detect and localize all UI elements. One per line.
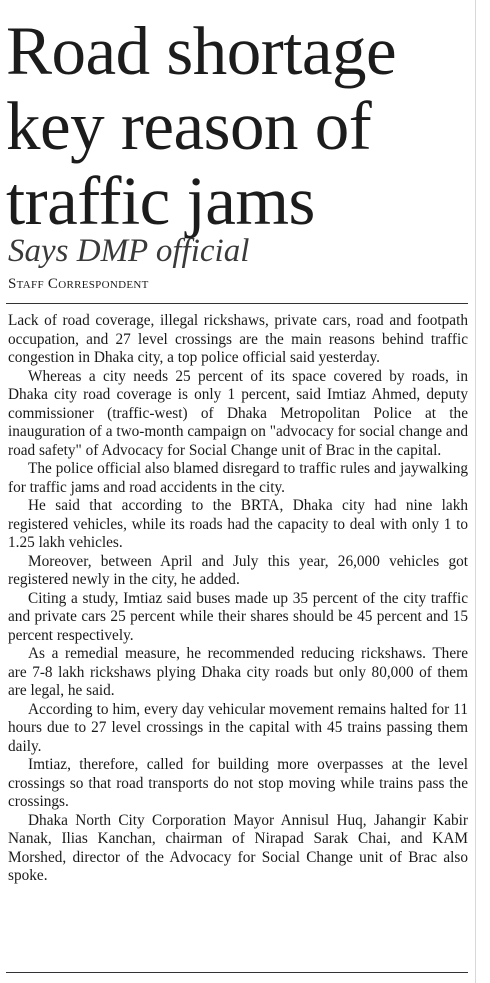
paragraph: Moreover, between April and July this year, 26,000 vehicles got registered newly in the city, he added. xyxy=(8,552,468,588)
paragraph: The police official also blamed disregard to traffic rules and jaywalking for traffic jams and road accidents in the city. xyxy=(8,460,468,496)
paragraph: He said that according to the BRTA, Dhaka city had nine lakh registered vehicles, while its roads had the capacity to deal with only 1 to 1.25 lakh vehicles. xyxy=(8,497,468,551)
paragraph: As a remedial measure, he recommended reducing rickshaws. There are 7-8 lakh rickshaws plying Dhaka city roads but only 80,000 of them are legal, he said. xyxy=(8,645,468,699)
byline: Staff Correspondent xyxy=(8,276,149,292)
paragraph: Citing a study, Imtiaz said buses made up 35 percent of the city traffic and private cars 25 percent while their shares should be 45 percent and 15 percent respectively. xyxy=(8,589,468,644)
paragraph: Dhaka North City Corporation Mayor Annisul Huq, Jahangir Kabir Nanak, Ilias Kanchan, chairman of Nirapad Sarak Chai, and KAM Morshed, director of the Advocacy for Social Change unit of Brac also spoke. xyxy=(8,811,468,884)
adjacent-column-edge xyxy=(475,0,490,983)
paragraph: According to him, every day vehicular movement remains halted for 11 hours due to 27 level crossings in the capital with 45 trains passing them daily. xyxy=(8,700,468,755)
headline: Road shortage key reason of traffic jams xyxy=(6,13,397,239)
paragraph: Whereas a city needs 25 percent of its space covered by roads, in Dhaka city road coverage is only 1 percent, said Imtiaz Ahmed, deputy commissioner (traffic-west) of Dhaka Metropolitan Police at the inauguration of a two-month campaign on "advocacy for social change and road safety" of Advocacy for Social Change unit of Brac in the capital. xyxy=(8,367,468,459)
article-body xyxy=(8,312,468,886)
paragraph: Imtiaz, therefore, called for building more overpasses at the level crossings so that road transports do not stop moving while trains pass the crossings. xyxy=(8,756,468,810)
bottom-divider xyxy=(6,972,468,973)
paragraph: Lack of road coverage, illegal rickshaws, private cars, road and footpath occupation, and 27 level crossings are the main reasons behind traffic congestion in Dhaka city, a top police official said yesterday. xyxy=(8,312,468,366)
top-divider xyxy=(6,303,468,304)
subheadline: Says DMP official xyxy=(8,233,250,269)
